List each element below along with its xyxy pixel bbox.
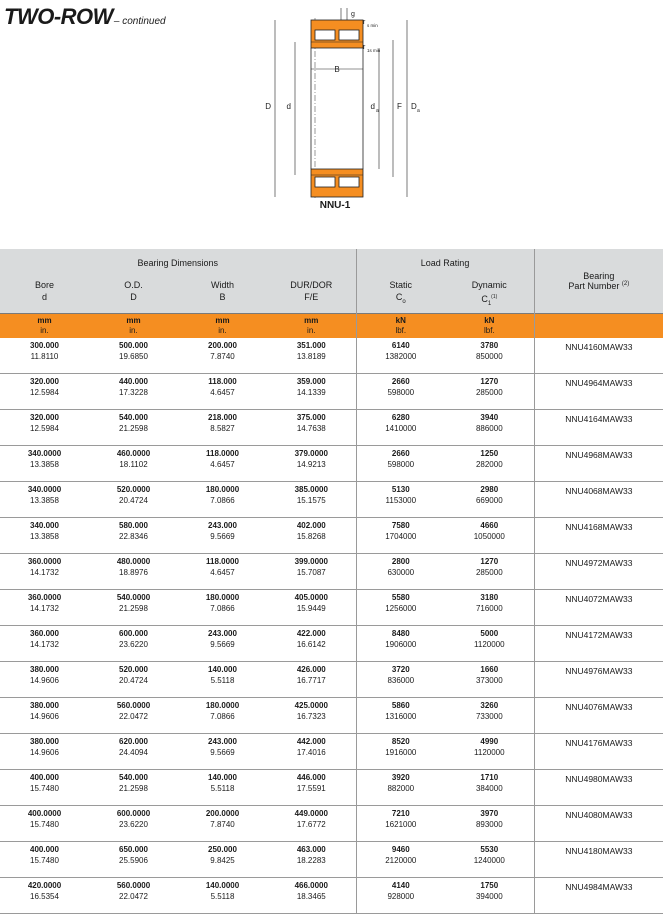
bottom-roller-left [315,177,335,187]
cell-width: 140.000 5.5118 [178,662,267,698]
cell-width: 180.0000 7.0866 [178,482,267,518]
cell-fe: 385.0000 15.1575 [267,482,356,518]
cell-fe: 379.0000 14.9213 [267,446,356,482]
cell-width: 140.000 5.5118 [178,770,267,806]
cell-static: 6280 1410000 [356,410,445,446]
cell-dyn: 1270 285000 [445,554,534,590]
table-row [0,878,663,914]
cell-static: 6140 1382000 [356,338,445,374]
cell-static: 8520 1916000 [356,734,445,770]
label-d: d [286,102,291,111]
cell-part-number: NNU4968MAW33 [534,446,663,482]
cell-od: 500.000 19.6850 [89,338,178,374]
cell-fe: 446.000 17.5591 [267,770,356,806]
table-row [0,518,663,554]
cell-dyn: 1250 282000 [445,446,534,482]
cell-width: 200.000 7.8740 [178,338,267,374]
cell-fe: 449.0000 17.6772 [267,806,356,842]
header-dynamic: Dynamic $C_1^{(1)}$ [445,277,534,314]
cell-bore: 340.0000 13.3858 [0,446,89,482]
top-roller-right [339,30,359,40]
table-row [0,626,663,662]
cell-dyn: 3180 716000 [445,590,534,626]
cell-part-number: NNU4068MAW33 [534,482,663,518]
top-roller-left [315,30,335,40]
cell-width: 243.000 9.5669 [178,626,267,662]
cell-dyn: 1710 384000 [445,770,534,806]
header-od: O.D. D [89,277,178,314]
label-r-smin: r [363,19,366,26]
cell-fe: 463.000 18.2283 [267,842,356,878]
table-row [0,770,663,806]
cell-width: 180.0000 7.0866 [178,590,267,626]
label-D: D [265,102,271,111]
cell-part-number: NNU4176MAW33 [534,734,663,770]
cell-fe: 359.000 14.1339 [267,374,356,410]
cell-od: 540.000 21.2598 [89,770,178,806]
title-continued: – continued [113,16,166,27]
cell-width: 118.0000 4.6457 [178,554,267,590]
table-row [0,590,663,626]
label-da: d [370,102,375,111]
cell-od: 580.000 22.8346 [89,518,178,554]
cell-static: 8480 1906000 [356,626,445,662]
cell-od: 440.000 17.3228 [89,374,178,410]
cell-part-number: NNU4080MAW33 [534,806,663,842]
cell-dyn: 4990 1120000 [445,734,534,770]
cell-fe: 442.000 17.4016 [267,734,356,770]
table-row [0,482,663,518]
cell-width: 118.0000 4.6457 [178,446,267,482]
cell-bore: 400.000 15.7480 [0,770,89,806]
group-load-rating: Load Rating [356,249,534,277]
cell-width: 180.0000 7.0866 [178,698,267,734]
cell-width: 243.000 9.5669 [178,734,267,770]
header-width: Width B [178,277,267,314]
cell-dyn: 4660 1050000 [445,518,534,554]
cell-part-number: NNU4972MAW33 [534,554,663,590]
label-Da-sub: a [417,108,420,114]
cell-dyn: 5530 1240000 [445,842,534,878]
header-bore: Bore d [0,277,89,314]
part-number-note: (2) [621,281,630,287]
cell-static: 7210 1621000 [356,806,445,842]
cell-bore: 320.000 12.5984 [0,410,89,446]
cell-static: 2660 598000 [356,374,445,410]
cell-static: 2660 598000 [356,446,445,482]
group-bearing-dimensions: Bearing Dimensions [0,249,356,277]
part-number-line1: Bearing [583,271,615,281]
cell-static: 3920 882000 [356,770,445,806]
cell-od: 600.0000 23.6220 [89,806,178,842]
cell-od: 560.0000 22.0472 [89,698,178,734]
label-Da: D [411,102,417,111]
cell-width: 243.000 9.5669 [178,518,267,554]
cell-bore: 380.000 14.9606 [0,734,89,770]
cell-fe: 425.0000 16.7323 [267,698,356,734]
cell-part-number: NNU4164MAW33 [534,410,663,446]
cell-od: 560.0000 22.0472 [89,878,178,914]
cell-static: 5580 1256000 [356,590,445,626]
page-title [4,4,166,30]
cell-fe: 375.000 14.7638 [267,410,356,446]
header-part-number [534,249,663,314]
cell-bore: 360.0000 14.1732 [0,554,89,590]
cell-bore: 400.000 15.7480 [0,842,89,878]
label-r1-smin: r [363,44,366,51]
cell-static: 4140 928000 [356,878,445,914]
cell-dyn: 3970 893000 [445,806,534,842]
cell-part-number: NNU4160MAW33 [534,338,663,374]
table-row [0,662,663,698]
header-dur-dor: DUR/DOR F/E [267,277,356,314]
cell-fe: 351.000 13.8189 [267,338,356,374]
cell-bore: 380.000 14.9606 [0,662,89,698]
cell-od: 540.000 21.2598 [89,410,178,446]
table-row [0,446,663,482]
cell-part-number: NNU4964MAW33 [534,374,663,410]
label-F: F [397,102,402,111]
cell-bore: 420.0000 16.5354 [0,878,89,914]
cell-static: 9460 2120000 [356,842,445,878]
cell-bore: 300.000 11.8110 [0,338,89,374]
header-static: Static $C_o$ [356,277,445,314]
cell-od: 600.000 23.6220 [89,626,178,662]
table-row [0,806,663,842]
cell-bore: 400.0000 15.7480 [0,806,89,842]
cell-part-number: NNU4984MAW33 [534,878,663,914]
cell-fe: 402.000 15.8268 [267,518,356,554]
cell-static: 3720 836000 [356,662,445,698]
cell-static: 5130 1153000 [356,482,445,518]
cell-od: 520.000 20.4724 [89,662,178,698]
cell-width: 118.000 4.6457 [178,374,267,410]
cell-width: 140.0000 5.5118 [178,878,267,914]
cell-part-number: NNU4172MAW33 [534,626,663,662]
cell-od: 480.0000 18.8976 [89,554,178,590]
table-row [0,338,663,374]
cell-dyn: 1750 394000 [445,878,534,914]
label-da-sub: a [376,108,379,114]
cell-od: 520.0000 20.4724 [89,482,178,518]
part-number-line2: Part Number [568,281,620,291]
cell-static: 7580 1704000 [356,518,445,554]
cell-bore: 340.0000 13.3858 [0,482,89,518]
table-row [0,698,663,734]
cell-dyn: 2980 669000 [445,482,534,518]
table-row [0,734,663,770]
table-row [0,374,663,410]
cell-part-number: NNU4976MAW33 [534,662,663,698]
label-g: g [351,11,355,18]
cell-width: 200.0000 7.8740 [178,806,267,842]
cell-width: 218.000 8.5827 [178,410,267,446]
cell-dyn: 3780 850000 [445,338,534,374]
cell-part-number: NNU4072MAW33 [534,590,663,626]
cell-part-number: NNU4168MAW33 [534,518,663,554]
cell-od: 650.000 25.5906 [89,842,178,878]
cell-fe: 466.0000 18.3465 [267,878,356,914]
cell-static: 5860 1316000 [356,698,445,734]
cell-fe: 405.0000 15.9449 [267,590,356,626]
table-row [0,554,663,590]
cell-part-number: NNU4980MAW33 [534,770,663,806]
cell-od: 540.0000 21.2598 [89,590,178,626]
cell-dyn: 3260 733000 [445,698,534,734]
cell-bore: 320.000 12.5984 [0,374,89,410]
cell-bore: 340.000 13.3858 [0,518,89,554]
cell-fe: 399.0000 15.7087 [267,554,356,590]
label-B: B [334,65,340,74]
label-r-smin-sub: s min [367,23,378,28]
cell-dyn: 3940 886000 [445,410,534,446]
bearing-cross-section-diagram [255,6,425,212]
title-main: TWO-ROW [4,4,113,29]
cell-dyn: 1270 285000 [445,374,534,410]
cell-dyn: 5000 1120000 [445,626,534,662]
units-row: mm in. mm in. mm in. mm in. kN lbf. kN lbf. [0,314,663,339]
bearing-table [0,249,663,914]
cell-dyn: 1660 373000 [445,662,534,698]
table-row [0,410,663,446]
bottom-roller-right [339,177,359,187]
cell-bore: 360.0000 14.1732 [0,590,89,626]
cell-fe: 426.000 16.7717 [267,662,356,698]
cell-bore: 380.000 14.9606 [0,698,89,734]
cell-fe: 422.000 16.6142 [267,626,356,662]
cell-part-number: NNU4076MAW33 [534,698,663,734]
cell-width: 250.000 9.8425 [178,842,267,878]
cell-od: 620.000 24.4094 [89,734,178,770]
cell-static: 2800 630000 [356,554,445,590]
cell-od: 460.0000 18.1102 [89,446,178,482]
top-ring-section [311,20,363,48]
cell-bore: 360.000 14.1732 [0,626,89,662]
cell-part-number: NNU4180MAW33 [534,842,663,878]
diagram-caption: NNU-1 [319,200,351,211]
bottom-ring-section [311,169,363,197]
label-r1-smin-sub: 1s min [367,48,381,53]
